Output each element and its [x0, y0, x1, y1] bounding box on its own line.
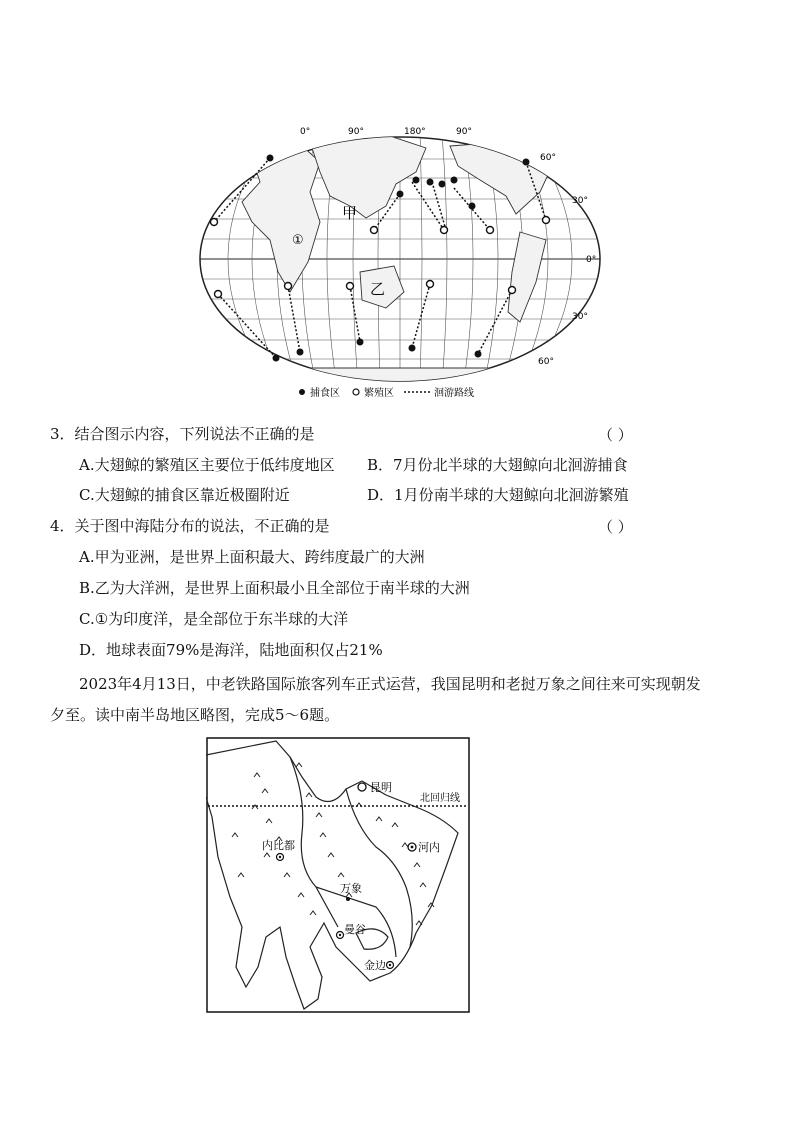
lat-label-0: 0° — [586, 255, 597, 265]
lon-label-90w: 90° — [456, 127, 472, 137]
passage-intro-line-1: 2023年4月13日，中老铁路国际旅客列车正式运营，我国昆明和老挝万象之间往来可实现朝发 — [79, 675, 701, 693]
lat-label-30s: 30° — [572, 312, 588, 322]
feeding-area-marker — [413, 177, 420, 184]
question-4-option-b: B.乙为大洋洲，是世界上面积最小且全部位于南半球的大洲 — [79, 579, 470, 597]
question-4-answer-blank: （ ） — [598, 518, 633, 536]
question-4-stem: 4．关于图中海陆分布的说法，不正确的是 — [50, 517, 330, 535]
breeding-area-marker — [285, 283, 292, 290]
legend-breeding-symbol — [353, 389, 359, 395]
question-3-option-d: D．1月份南半球的大翅鲸向北洄游繁殖 — [367, 486, 629, 504]
naypyidaw-label: 内比都 — [262, 839, 295, 852]
lat-label-60s: 60° — [538, 357, 554, 367]
feeding-area-marker — [439, 181, 446, 188]
indochina-peninsula-map — [206, 737, 470, 1013]
feeding-area-marker — [397, 191, 404, 198]
lat-label-60n: 60° — [540, 153, 556, 163]
breeding-area-marker — [215, 291, 222, 298]
breeding-area-marker — [441, 227, 448, 234]
question-3-option-b: B．7月份北半球的大翅鲸向北洄游捕食 — [367, 456, 628, 474]
feeding-area-marker — [297, 349, 304, 356]
phnompenh-label: 金边 — [364, 959, 386, 972]
legend-feeding-label: 捕食区 — [310, 388, 340, 399]
region-yi-label: 乙 — [370, 280, 386, 298]
feeding-area-marker — [267, 155, 274, 162]
feeding-area-marker — [523, 159, 530, 166]
question-4-option-c: C.①为印度洋，是全部位于东半球的大洋 — [79, 610, 349, 628]
feeding-area-marker — [451, 177, 458, 184]
breeding-area-marker — [211, 219, 218, 226]
question-3-option-a: A.大翅鲸的繁殖区主要位于低纬度地区 — [79, 456, 335, 474]
question-3-option-c: C.大翅鲸的捕食区靠近极圈附近 — [79, 486, 290, 504]
map-frame — [207, 738, 469, 1012]
breeding-area-marker — [371, 227, 378, 234]
breeding-area-marker — [487, 227, 494, 234]
feeding-area-marker — [475, 351, 482, 358]
kunming-label: 昆明 — [370, 781, 392, 794]
breeding-area-marker — [509, 287, 516, 294]
legend-breeding-label: 繁殖区 — [364, 388, 394, 399]
feeding-area-marker — [427, 179, 434, 186]
question-3-stem: 3．结合图示内容，下列说法不正确的是 — [50, 425, 315, 443]
whale-migration-world-map — [190, 122, 610, 402]
breeding-area-marker — [427, 281, 434, 288]
question-4-option-d: D．地球表面79%是海洋，陆地面积仅占21% — [79, 641, 383, 659]
breeding-area-marker — [543, 217, 550, 224]
lon-label-0: 0° — [300, 127, 311, 137]
legend-route-label: 洄游路线 — [434, 388, 474, 399]
legend-feeding-symbol — [299, 389, 305, 395]
feeding-area-marker — [357, 339, 364, 346]
feeding-area-marker — [469, 203, 476, 210]
kunming-marker — [358, 783, 366, 791]
lon-label-90e: 90° — [348, 127, 364, 137]
feeding-area-marker — [409, 345, 416, 352]
bangkok-label: 曼谷 — [344, 923, 366, 936]
lat-label-30n: 30° — [572, 196, 588, 206]
question-4-option-a: A.甲为亚洲，是世界上面积最大、跨纬度最广的大洲 — [79, 548, 425, 566]
map-legend — [299, 386, 474, 399]
passage-intro-line-2: 夕至。读中南半岛地区略图，完成5～6题。 — [50, 706, 340, 724]
region-jia-label: 甲 — [342, 204, 358, 222]
vientiane-marker — [346, 897, 350, 901]
feeding-area-marker — [273, 355, 280, 362]
vientiane-label: 万象 — [340, 882, 362, 895]
region-one-label: ① — [292, 233, 304, 248]
breeding-area-marker — [347, 283, 354, 290]
question-3-answer-blank: （ ） — [598, 426, 633, 444]
tropic-of-cancer-label: 北回归线 — [420, 793, 460, 804]
lon-label-180: 180° — [404, 127, 426, 137]
hanoi-label: 河内 — [418, 841, 440, 854]
